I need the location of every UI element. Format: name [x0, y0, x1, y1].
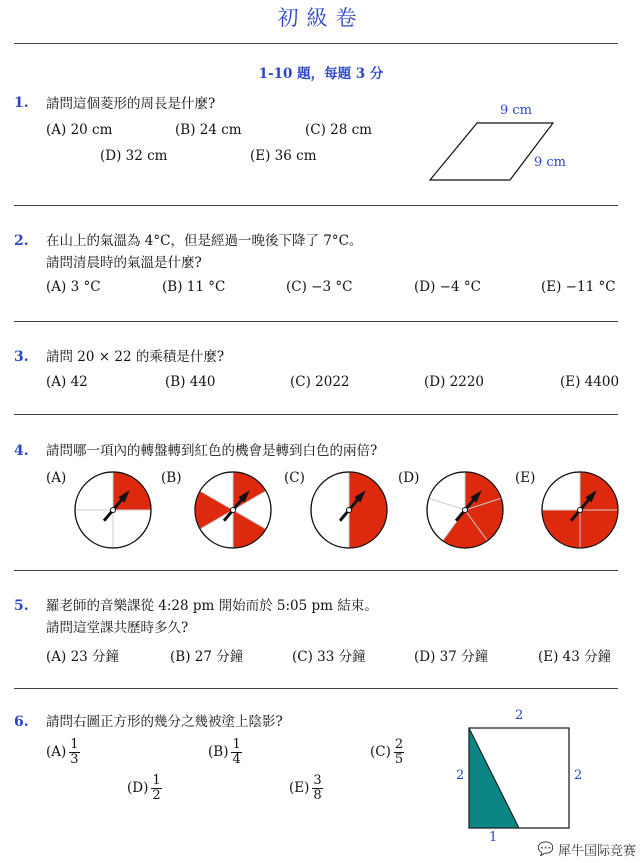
question-text-line-2: 請問清晨時的氣溫是什麼? — [46, 255, 202, 271]
question-number: 5. — [14, 598, 29, 614]
spinner-pivot — [347, 508, 352, 513]
denominator: 3 — [70, 752, 79, 767]
option-e: (E) — [515, 470, 536, 486]
question-text: 請問這個菱形的周長是什麼? — [46, 96, 216, 112]
fraction — [394, 738, 404, 767]
square-top-label: 2 — [515, 708, 524, 723]
question-number: 2. — [14, 233, 29, 249]
numerator: 1 — [70, 737, 79, 752]
spinner-pivot — [578, 508, 583, 513]
spinners-figure — [0, 460, 642, 560]
spinner-pivot — [231, 508, 236, 513]
fraction — [231, 738, 241, 767]
spinner — [542, 472, 618, 548]
option-e: (E) 36 cm — [250, 148, 317, 164]
question-number: 4. — [14, 443, 29, 459]
square-right-label: 2 — [574, 768, 583, 783]
spinner — [75, 472, 151, 548]
option-b: (B) 440 — [165, 374, 216, 390]
denominator: 8 — [313, 788, 322, 803]
numerator: 3 — [313, 773, 322, 788]
rhombus-top-label: 9 cm — [500, 103, 533, 118]
page-title: 初級卷 — [277, 6, 365, 30]
square-left-label: 2 — [456, 768, 465, 783]
option-e — [289, 774, 323, 803]
shaded-triangle — [469, 728, 519, 828]
divider — [14, 414, 618, 415]
watermark-text: 犀牛国际竞赛 — [557, 844, 636, 859]
spinner-pivot — [463, 508, 468, 513]
option-c: (C) 33 分鐘 — [292, 649, 366, 665]
divider — [14, 205, 618, 206]
watermark — [538, 840, 636, 859]
rhombus-shape — [430, 123, 553, 180]
option-d: (D) 37 分鐘 — [414, 649, 489, 665]
red-sector — [349, 472, 387, 548]
numerator: 2 — [394, 737, 404, 752]
option-label: (C) — [370, 744, 391, 760]
option-b: (B) 24 cm — [175, 122, 242, 138]
option-c: (C) −3 °C — [286, 279, 353, 295]
option-a: (A) 23 分鐘 — [46, 649, 120, 665]
divider — [14, 43, 618, 44]
option-b — [208, 738, 242, 767]
spinner — [427, 472, 503, 548]
denominator: 5 — [394, 752, 404, 767]
question-text-line-2: 請問這堂課共歷時多久? — [46, 620, 189, 636]
question-text-line-1: 羅老師的音樂課從 4:28 pm 開始而於 5:05 pm 結束。 — [46, 598, 378, 614]
fraction — [151, 774, 161, 803]
divider — [14, 688, 618, 689]
denominator: 4 — [232, 752, 241, 767]
spinner — [195, 472, 271, 548]
option-label: (B) — [208, 744, 229, 760]
fraction — [312, 774, 322, 803]
divider — [14, 570, 618, 571]
option-b: (B) — [161, 470, 182, 486]
spinner — [311, 472, 387, 548]
option-a: (A) 3 °C — [46, 279, 101, 295]
option-d: (D) — [398, 470, 420, 486]
option-e: (E) 43 分鐘 — [538, 649, 612, 665]
option-label: (D) — [127, 780, 149, 796]
option-d — [127, 774, 162, 803]
option-a: (A) 20 cm — [46, 122, 113, 138]
question-text: 請問哪一項內的轉盤轉到紅色的機會是轉到白色的兩倍? — [46, 443, 378, 459]
spinner-pivot — [111, 508, 116, 513]
question-number: 3. — [14, 349, 29, 365]
rhombus-side-label: 9 cm — [534, 155, 567, 170]
option-c — [370, 738, 404, 767]
option-d: (D) 2220 — [424, 374, 485, 390]
question-text-line-1: 在山上的氣溫為 4°C，但是經過一晚後下降了 7°C。 — [46, 233, 363, 249]
denominator: 2 — [152, 788, 161, 803]
option-label: (E) — [289, 780, 310, 796]
question-text: 請問 20 × 22 的乘積是什麼? — [46, 349, 225, 365]
option-c: (C) — [284, 470, 305, 486]
square-bottom-label: 1 — [489, 830, 498, 845]
square-figure — [460, 720, 583, 832]
question-text: 請問右圖正方形的幾分之幾被塗上陰影? — [46, 714, 283, 730]
option-label: (A) — [46, 744, 67, 760]
numerator: 1 — [232, 737, 241, 752]
wechat-icon: 💬 — [537, 842, 554, 857]
section-subtitle: 1-10 題，每題 3 分 — [258, 66, 384, 82]
numerator: 1 — [152, 773, 161, 788]
option-a: (A) — [46, 470, 67, 486]
option-d: (D) 32 cm — [100, 148, 168, 164]
fraction — [69, 738, 79, 767]
option-b: (B) 27 分鐘 — [170, 649, 244, 665]
question-number: 1. — [14, 95, 29, 111]
option-a: (A) 42 — [46, 374, 88, 390]
divider — [14, 321, 618, 322]
option-e: (E) −11 °C — [541, 279, 616, 295]
option-e: (E) 4400 — [560, 374, 620, 390]
option-c: (C) 28 cm — [305, 122, 372, 138]
option-b: (B) 11 °C — [162, 279, 226, 295]
option-d: (D) −4 °C — [414, 279, 481, 295]
option-a — [46, 738, 80, 767]
question-number: 6. — [14, 714, 29, 730]
option-c: (C) 2022 — [290, 374, 350, 390]
